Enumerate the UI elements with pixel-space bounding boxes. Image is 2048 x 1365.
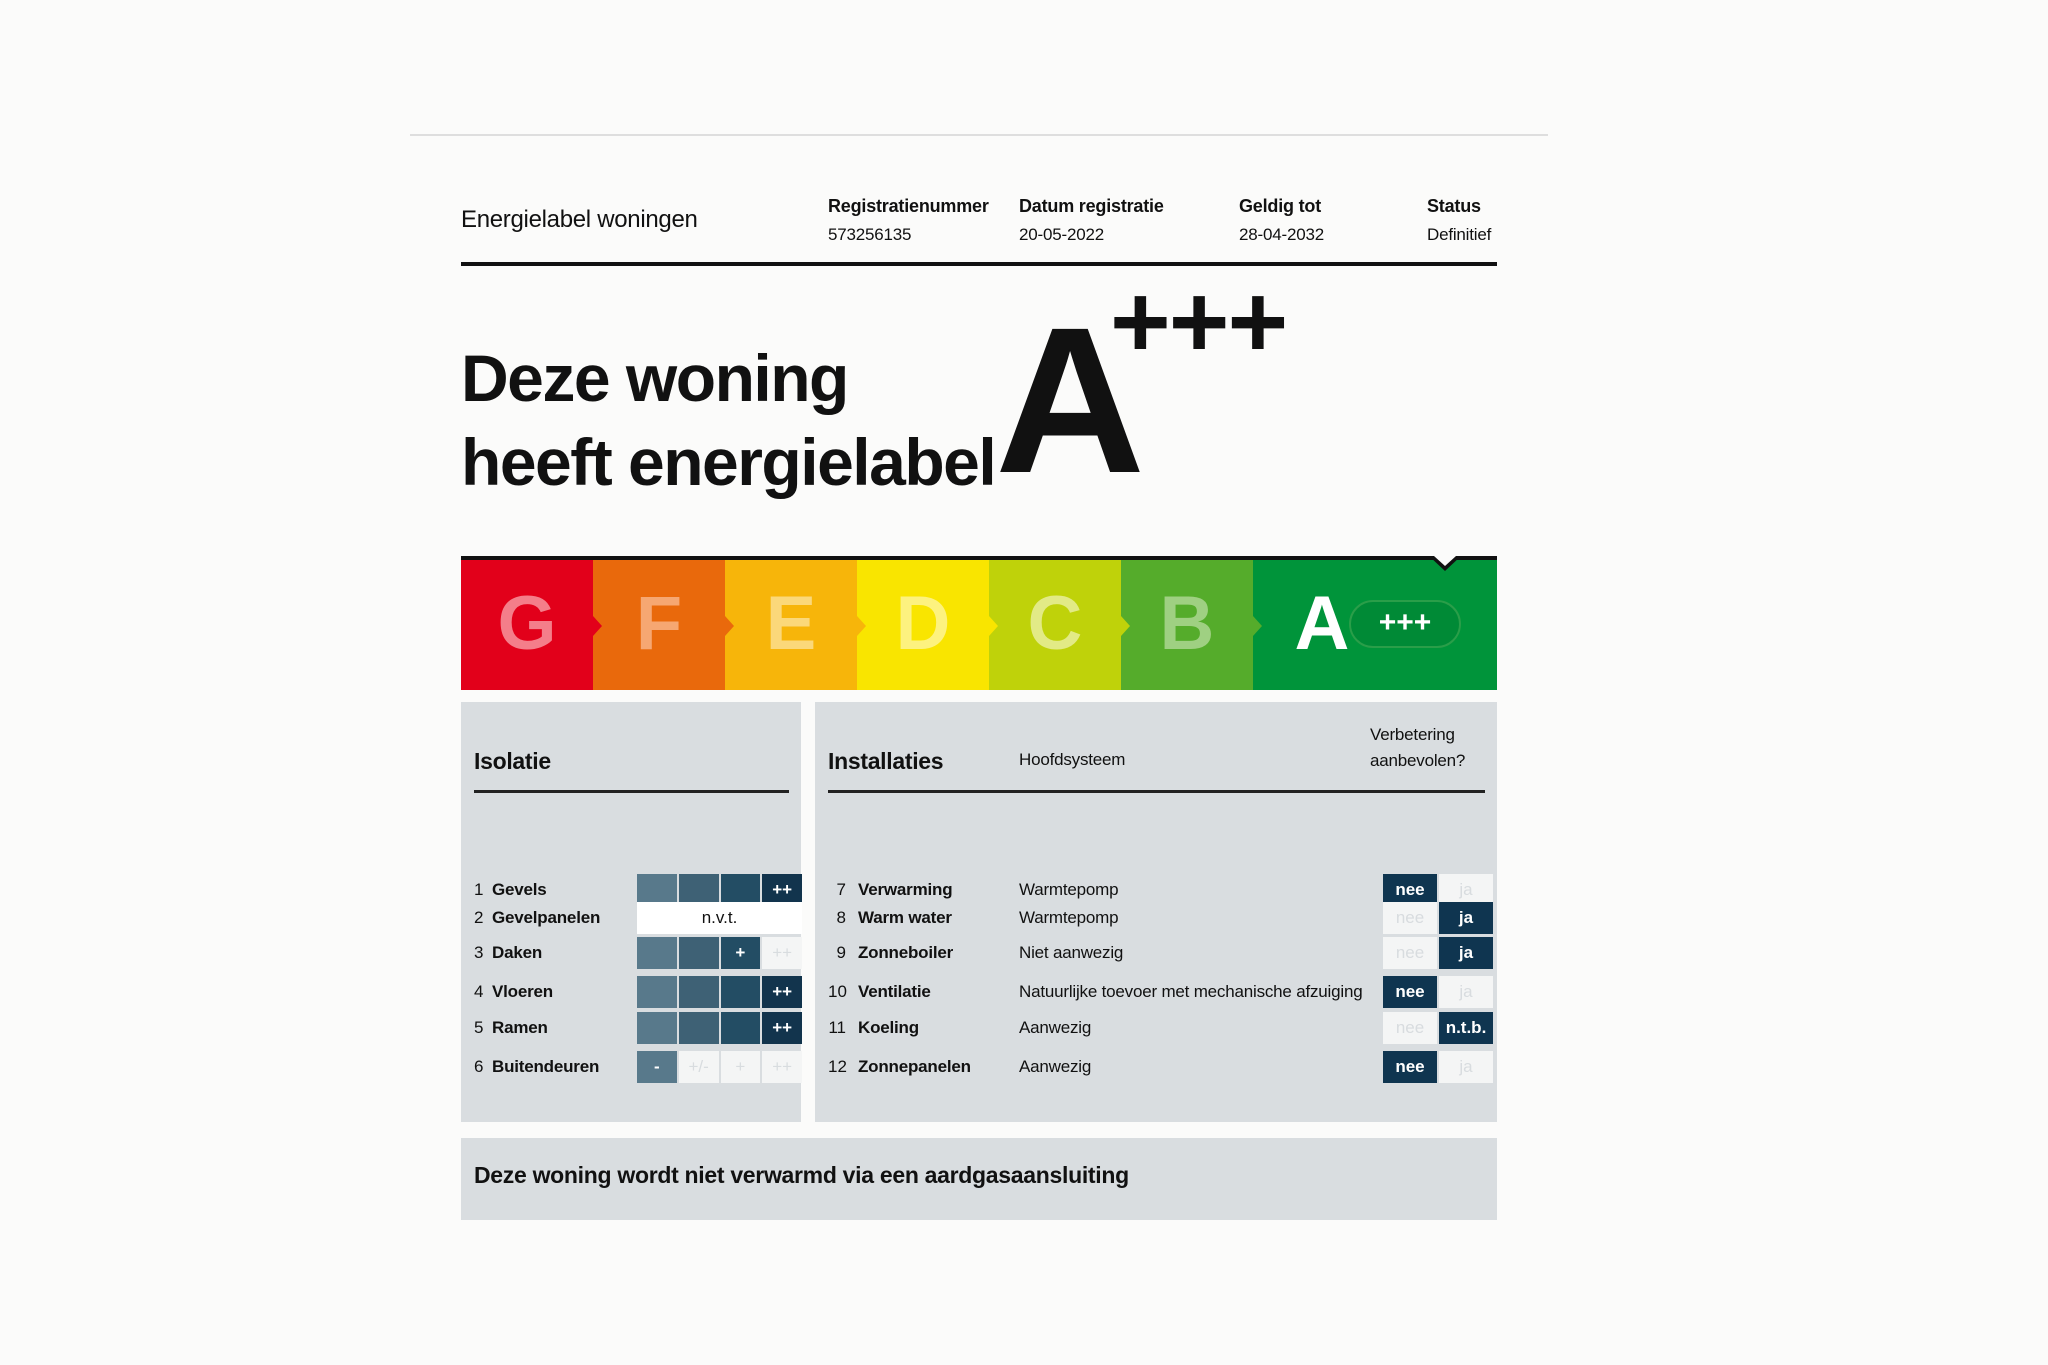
active-class-pointer-inner xyxy=(1434,556,1456,566)
meta-value: 20-05-2022 xyxy=(1019,225,1104,244)
improvement-yes: ja xyxy=(1439,902,1493,934)
improvement-recommended xyxy=(1383,1051,1493,1083)
installation-row xyxy=(828,937,1496,969)
scale-active-letter: A xyxy=(1294,581,1350,666)
scale-active-plus-pill: +++ xyxy=(1349,600,1461,648)
rating-cell xyxy=(721,976,761,1008)
scale-arrow xyxy=(593,616,602,636)
rating-cell xyxy=(637,937,677,969)
improvement-recommended xyxy=(1383,902,1493,934)
insulation-row xyxy=(474,1012,802,1044)
improvement-recommended xyxy=(1383,1012,1493,1044)
rating-scale xyxy=(637,1012,802,1044)
top-divider xyxy=(410,134,1548,136)
installation-row xyxy=(828,976,1496,1008)
row-number: 7 xyxy=(836,880,846,899)
scale-class-letter: C xyxy=(1027,581,1083,666)
installation-row xyxy=(828,1051,1496,1083)
row-name: Koeling xyxy=(858,1018,919,1037)
meta-registration-date xyxy=(1019,196,1164,245)
improvement-no: nee xyxy=(1383,874,1437,906)
improvement-no: nee xyxy=(1383,902,1437,934)
document-type: Energielabel woningen xyxy=(461,206,698,233)
scale-class-letter: F xyxy=(635,581,683,666)
improvement-no: nee xyxy=(1383,976,1437,1008)
improvement-no: nee xyxy=(1383,1051,1437,1083)
row-number: 1 xyxy=(474,880,484,899)
row-number: 8 xyxy=(836,908,846,927)
main-system: Aanwezig xyxy=(1019,1057,1092,1076)
row-name: Gevels xyxy=(492,880,547,899)
improvement-yes: ja xyxy=(1439,937,1493,969)
rating-scale xyxy=(637,976,802,1008)
row-name: Vloeren xyxy=(492,982,553,1001)
row-name: Zonneboiler xyxy=(858,943,954,962)
installations-title: Installaties xyxy=(828,748,944,774)
row-name: Ventilatie xyxy=(858,982,931,1001)
rating-not-applicable: n.v.t. xyxy=(637,902,802,934)
scale-class-letter: D xyxy=(895,581,951,666)
scale-class-d xyxy=(857,560,989,690)
column-header-improvement xyxy=(1370,722,1465,774)
insulation-divider xyxy=(474,790,789,793)
rating-cell xyxy=(679,976,719,1008)
hero-heading xyxy=(461,336,995,504)
scale-class-f xyxy=(593,560,725,690)
insulation-panel xyxy=(461,702,801,1122)
main-system: Natuurlijke toevoer met mechanische afzuiging xyxy=(1019,982,1363,1001)
installations-panel xyxy=(815,702,1497,1122)
rating-cell: ++ xyxy=(762,1051,802,1083)
row-name: Gevelpanelen xyxy=(492,908,601,927)
label-hero xyxy=(461,266,1497,556)
scale-class-c xyxy=(989,560,1121,690)
column-header-improvement-line-1: Verbetering xyxy=(1370,725,1455,744)
improvement-yes: ja xyxy=(1439,1051,1493,1083)
rating-cell: ++ xyxy=(762,937,802,969)
rating-cell xyxy=(679,1012,719,1044)
hero-line-2: heeft energielabel xyxy=(461,425,996,499)
scale-class-letter: G xyxy=(497,581,557,666)
row-name: Warm water xyxy=(858,908,952,927)
insulation-row xyxy=(474,1051,802,1083)
main-system: Aanwezig xyxy=(1019,1018,1092,1037)
row-name: Daken xyxy=(492,943,543,962)
hero-line-1: Deze woning xyxy=(461,341,848,415)
rating-cell xyxy=(679,937,719,969)
rating-cell: ++ xyxy=(762,874,802,906)
rating-cell xyxy=(721,1012,761,1044)
details-panels xyxy=(461,702,1497,1122)
meta-value: 28-04-2032 xyxy=(1239,225,1324,244)
scale-arrow xyxy=(725,616,734,636)
scale-arrow xyxy=(989,616,998,636)
rating-cell: + xyxy=(721,1051,761,1083)
row-number: 9 xyxy=(836,943,846,962)
scale-arrow xyxy=(857,616,866,636)
energy-scale xyxy=(461,556,1497,690)
row-name: Zonnepanelen xyxy=(858,1057,971,1076)
meta-valid-until xyxy=(1239,196,1324,245)
energy-label-letter: A xyxy=(995,285,1142,517)
improvement-recommended xyxy=(1383,937,1493,969)
scale-class-letter: B xyxy=(1159,581,1215,666)
scale-class-letter: E xyxy=(765,581,817,666)
scale-class-active xyxy=(1253,560,1497,690)
insulation-row xyxy=(474,976,802,1008)
meta-label: Datum registratie xyxy=(1019,196,1164,216)
insulation-row xyxy=(474,902,802,934)
row-name: Verwarming xyxy=(858,880,953,899)
insulation-row xyxy=(474,937,802,969)
document-header xyxy=(461,190,1497,266)
improvement-no: nee xyxy=(1383,937,1437,969)
rating-cell: +/- xyxy=(679,1051,719,1083)
main-system: Niet aanwezig xyxy=(1019,943,1124,962)
scale-class-b xyxy=(1121,560,1253,690)
row-name: Ramen xyxy=(492,1018,548,1037)
meta-value: Definitief xyxy=(1427,225,1492,244)
rating-scale xyxy=(637,937,802,969)
rating-cell xyxy=(637,976,677,1008)
improvement-yes: n.t.b. xyxy=(1439,1012,1493,1044)
meta-registration-number xyxy=(828,196,989,245)
row-number: 3 xyxy=(474,943,484,962)
scale-class-g xyxy=(461,560,593,690)
rating-scale xyxy=(637,1051,802,1083)
rating-cell: + xyxy=(721,937,761,969)
main-system: Warmtepomp xyxy=(1019,908,1119,927)
row-number: 10 xyxy=(828,982,847,1001)
row-name: Buitendeuren xyxy=(492,1057,600,1076)
row-number: 5 xyxy=(474,1018,484,1037)
rating-cell: - xyxy=(637,1051,677,1083)
row-number: 11 xyxy=(828,1018,846,1037)
scale-arrow xyxy=(1253,616,1262,636)
energy-label-document xyxy=(461,190,1497,1220)
meta-value: 573256135 xyxy=(828,225,912,244)
installations-divider xyxy=(828,790,1485,793)
row-number: 12 xyxy=(828,1057,847,1076)
rating-cell: ++ xyxy=(762,976,802,1008)
meta-status xyxy=(1427,196,1491,245)
meta-label: Registratienummer xyxy=(828,196,989,216)
gas-connection-note xyxy=(461,1138,1497,1220)
gas-connection-text: Deze woning wordt niet verwarmd via een aardgasaansluiting xyxy=(474,1162,1129,1188)
row-number: 4 xyxy=(474,982,484,1001)
scale-arrow xyxy=(1121,616,1130,636)
main-system: Warmtepomp xyxy=(1019,880,1119,899)
meta-label: Status xyxy=(1427,196,1481,216)
energy-label-plus: +++ xyxy=(1110,264,1287,380)
row-number: 2 xyxy=(474,908,484,927)
insulation-title: Isolatie xyxy=(474,748,551,774)
scale-class-e xyxy=(725,560,857,690)
installation-row xyxy=(828,1012,1496,1044)
meta-label: Geldig tot xyxy=(1239,196,1321,216)
rating-cell xyxy=(637,1012,677,1044)
rating-cell: ++ xyxy=(762,1012,802,1044)
improvement-recommended xyxy=(1383,976,1493,1008)
improvement-yes: ja xyxy=(1439,874,1493,906)
improvement-no: nee xyxy=(1383,1012,1437,1044)
column-header-improvement-line-2: aanbevolen? xyxy=(1370,751,1466,770)
improvement-yes: ja xyxy=(1439,976,1493,1008)
column-header-system: Hoofdsysteem xyxy=(1019,750,1126,769)
installation-row xyxy=(828,902,1496,934)
row-number: 6 xyxy=(474,1057,484,1076)
